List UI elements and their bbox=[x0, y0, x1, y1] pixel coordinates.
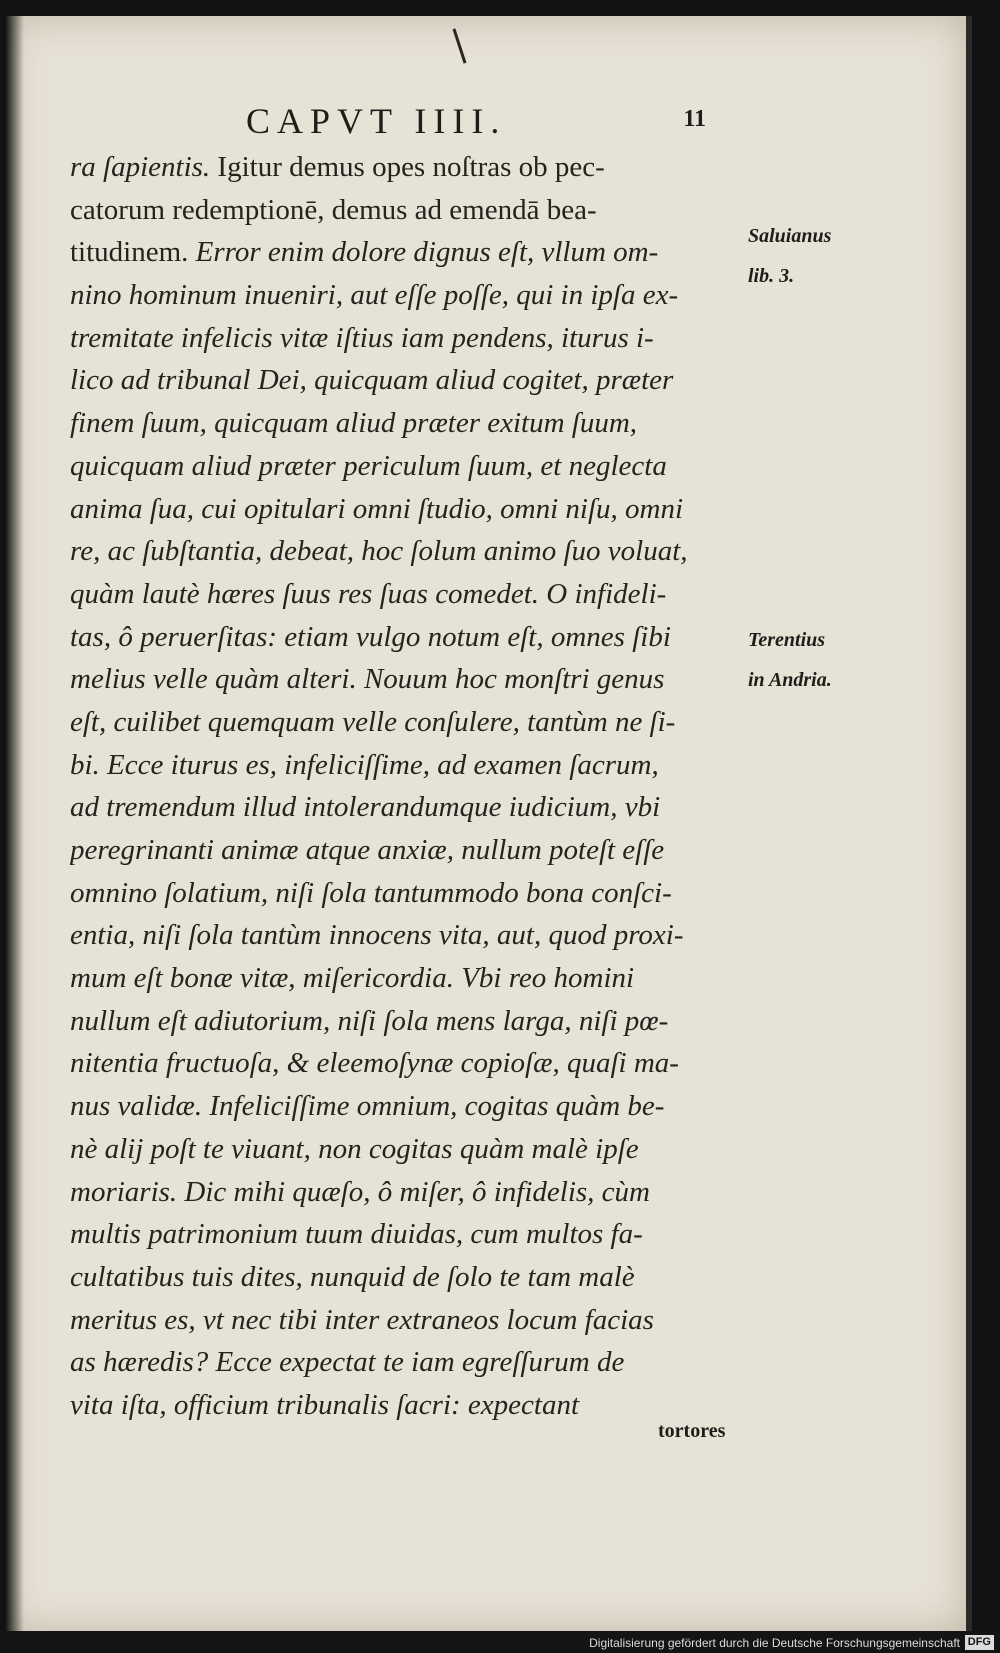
text-line bbox=[70, 1213, 760, 1256]
marginal-note-line: Terentius bbox=[748, 629, 826, 651]
text-line bbox=[70, 359, 760, 402]
text-line-segment: nitentia fructuoſa, & eleemoſynæ copioſæ, quaſi ma- bbox=[70, 1047, 679, 1080]
ink-mark bbox=[453, 28, 467, 63]
text-line bbox=[70, 231, 760, 274]
footer-bar bbox=[0, 1631, 1000, 1653]
marginal-note-line: in Andria. bbox=[748, 669, 832, 691]
text-line bbox=[70, 402, 760, 445]
text-line-segment: cultatibus tuis dites, nunquid de ſolo te tam malè bbox=[70, 1260, 635, 1293]
text-line-segment: quicquam aliud præter periculum ſuum, et neglecta bbox=[70, 449, 667, 482]
text-line bbox=[70, 1000, 760, 1043]
text-line bbox=[70, 616, 760, 659]
text-line-segment: eſt, cuilibet quemquam velle conſulere, tantùm ne ſi- bbox=[70, 705, 676, 738]
text-line bbox=[70, 957, 760, 1000]
text-line-segment: tas, ô peruerſitas: etiam vulgo notum eſt, omnes ſibi bbox=[70, 620, 671, 653]
text-line-segment: catorum redemptionē, demus ad emendā bea- bbox=[70, 193, 597, 226]
book-page bbox=[6, 16, 972, 1631]
text-line-segment: nus validæ. Infeliciſſime omnium, cogitas quàm be- bbox=[70, 1090, 665, 1123]
text-line-segment: tremitate infelicis vitæ iſtius iam pendens, iturus i- bbox=[70, 321, 654, 354]
text-line bbox=[70, 146, 760, 189]
text-line-segment: vita iſta, officium tribunalis ſacri: expectant bbox=[70, 1388, 580, 1421]
text-line-segment: anima ſua, cui opitulari omni ſtudio, omni niſu, omni bbox=[70, 492, 684, 525]
text-line bbox=[70, 1384, 760, 1427]
body-text bbox=[70, 146, 760, 1427]
page-number: 11 bbox=[683, 106, 706, 132]
text-line-segment: melius velle quàm alteri. Nouum hoc monſtri genus bbox=[70, 663, 665, 696]
text-line-segment: nè alij poſt te viuant, non cogitas quàm malè ipſe bbox=[70, 1132, 639, 1165]
text-line bbox=[70, 1042, 760, 1085]
text-line-segment: omnino ſolatium, niſi ſola tantummodo bona conſci- bbox=[70, 876, 672, 909]
text-line-segment: ra ſapientis. bbox=[70, 151, 218, 183]
text-line bbox=[70, 274, 760, 317]
text-line bbox=[70, 1128, 760, 1171]
text-line-segment: mum eſt bonæ vitæ, miſericordia. Vbi reo homini bbox=[70, 962, 635, 995]
text-line-segment: multis patrimonium tuum diuidas, cum multos fa- bbox=[70, 1218, 643, 1251]
marginal-note-line: lib. 3. bbox=[748, 265, 795, 287]
marginal-note-terentius bbox=[748, 620, 878, 700]
text-line-segment: meritus es, vt nec tibi inter extraneos locum facias bbox=[70, 1303, 654, 1336]
text-line-segment: Igitur demus opes noſtras ob pec- bbox=[217, 151, 605, 183]
text-line bbox=[70, 701, 760, 744]
text-line bbox=[70, 744, 760, 787]
text-line bbox=[70, 317, 760, 360]
text-line-segment: finem ſuum, quicquam aliud præter exitum ſuum, bbox=[70, 407, 638, 440]
text-line bbox=[70, 1256, 760, 1299]
text-line bbox=[70, 829, 760, 872]
text-line-segment: Error enim dolore dignus eſt, vllum om- bbox=[195, 236, 659, 269]
text-line-segment: titudinem. bbox=[70, 236, 196, 269]
text-line bbox=[70, 530, 760, 573]
text-line-segment: lico ad tribunal Dei, quicquam aliud cogitet, præter bbox=[70, 364, 674, 397]
text-line-segment: bi. Ecce iturus es, infeliciſſime, ad examen ſacrum, bbox=[70, 748, 659, 781]
text-line-segment: nino hominum inueniri, aut eſſe poſſe, qui in ipſa ex- bbox=[70, 279, 679, 312]
text-line bbox=[70, 1085, 760, 1128]
text-line bbox=[70, 658, 760, 701]
text-line bbox=[70, 189, 760, 232]
text-line bbox=[70, 445, 760, 488]
running-title: CAPVT IIII. bbox=[246, 101, 507, 141]
text-line-segment: entia, niſi ſola tantùm innocens vita, aut, quod proxi- bbox=[70, 919, 684, 952]
text-line bbox=[70, 1341, 760, 1384]
text-line bbox=[70, 488, 760, 531]
text-line-segment: moriaris. Dic mihi quæſo, ô miſer, ô infidelis, cùm bbox=[70, 1175, 650, 1208]
text-line bbox=[70, 1171, 760, 1214]
marginal-note-saluianus bbox=[748, 216, 878, 296]
text-line bbox=[70, 1299, 760, 1342]
marginal-note-line: Saluianus bbox=[748, 225, 832, 247]
text-line bbox=[70, 573, 760, 616]
text-line-segment: ad tremendum illud intolerandumque iudicium, vbi bbox=[70, 791, 661, 824]
text-line-segment: nullum eſt adiutorium, niſi ſola mens larga, niſi pœ- bbox=[70, 1004, 669, 1037]
text-line bbox=[70, 786, 760, 829]
text-line-segment: quàm lautè hæres ſuus res ſuas comedet. O infideli- bbox=[70, 577, 667, 610]
text-line bbox=[70, 914, 760, 957]
text-line-segment: re, ac ſubſtantia, debeat, hoc ſolum animo ſuo voluat, bbox=[70, 535, 688, 568]
page-header bbox=[246, 100, 706, 140]
dfg-logo: DFG bbox=[965, 1635, 994, 1650]
catchword: tortores bbox=[658, 1420, 726, 1442]
text-line-segment: as hæredis? Ecce expectat te iam egreſſurum de bbox=[70, 1346, 625, 1379]
text-line bbox=[70, 872, 760, 915]
text-line-segment: peregrinanti animæ atque anxiæ, nullum poteſt eſſe bbox=[70, 834, 665, 866]
funding-credit: Digitalisierung gefördert durch die Deutsche Forschungsgemeinschaft bbox=[589, 1636, 960, 1650]
